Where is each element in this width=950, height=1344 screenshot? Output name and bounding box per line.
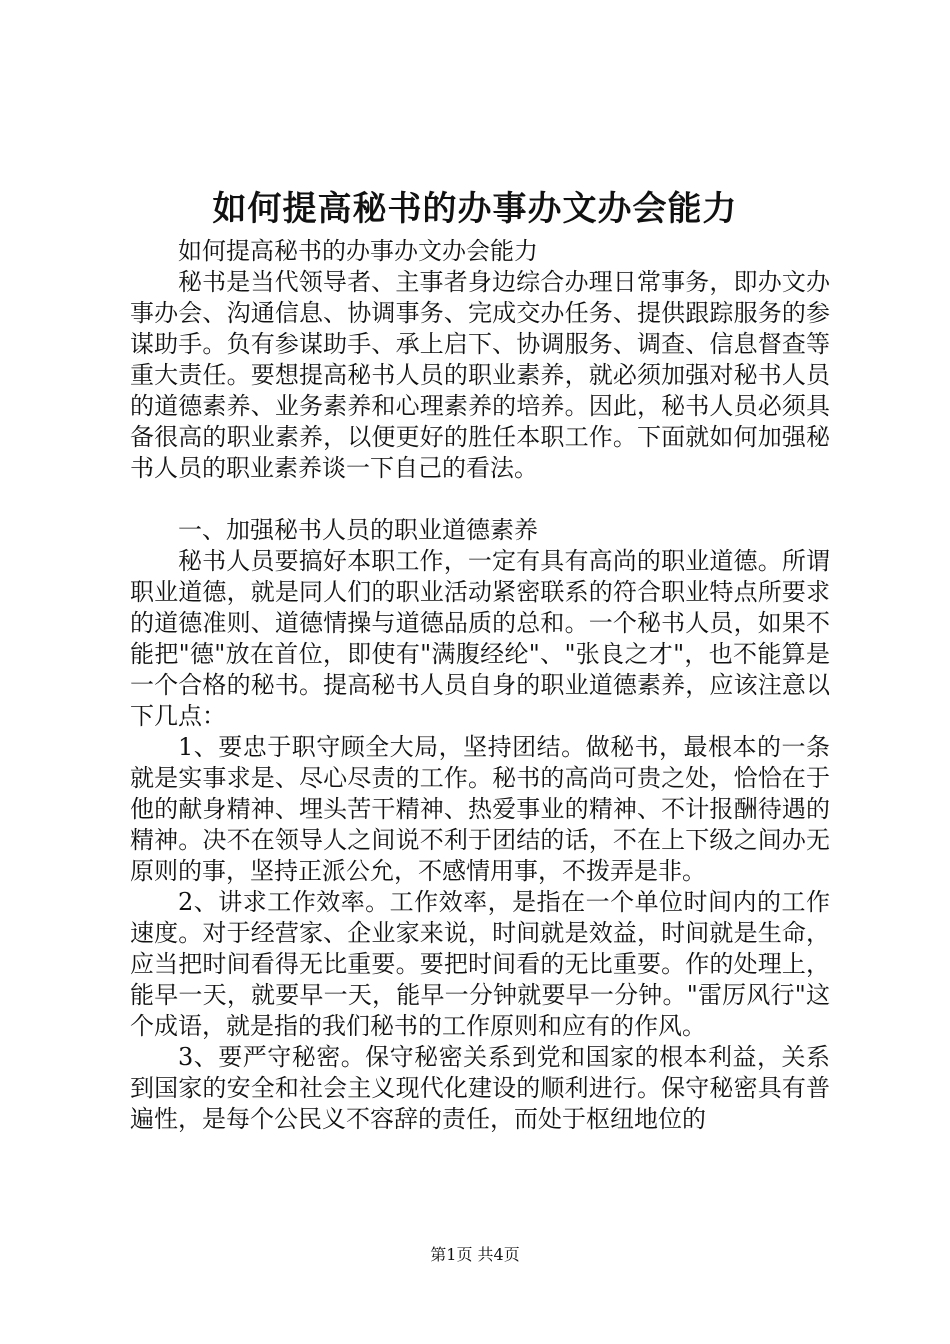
paragraph-point-1: 1、要忠于职守顾全大局，坚持团结。做秘书，最根本的一条就是实事求是、尽心尽责的工作。秘书的高尚可贵之处，恰恰在于他的献身精神、埋头苦干精神、热爱事业的精神、不计报酬待遇的精神。决不在领导人之间说不利于团结的话，不在上下级之间办无原则的事，坚持正派公允，不感情用事，不拨弄是非。 bbox=[130, 733, 830, 885]
page-number-footer: 第1页 共4页 bbox=[430, 1245, 520, 1264]
paragraph-subtitle: 如何提高秘书的办事办文办会能力 bbox=[178, 237, 538, 265]
document-body bbox=[130, 236, 830, 1135]
paragraph-point-2: 2、讲求工作效率。工作效率，是指在一个单位时间内的工作速度。对于经营家、企业家来说，时间就是效益，时间就是生命，应当把时间看得无比重要。要把时间看的无比重要。作的处理上，能早一天，就要早一天，能早一分钟就要早一分钟。"雷厉风行"这个成语，就是指的我们秘书的工作原则和应有的作风。 bbox=[130, 888, 830, 1040]
paragraph-ethics: 秘书人员要搞好本职工作，一定有具有高尚的职业道德。所谓职业道德，就是同人们的职业活动紧密联系的符合职业特点所要求的道德准则、道德情操与道德品质的总和。一个秘书人员，如果不能把"德"放在首位，即使有"满腹经纶"、"张良之才"，也不能算是一个合格的秘书。提高秘书人员自身的职业道德素养，应该注意以下几点： bbox=[130, 547, 830, 730]
section-heading-1: 一、加强秘书人员的职业道德素养 bbox=[178, 516, 538, 544]
document-title: 如何提高秘书的办事办文办会能力 bbox=[212, 189, 738, 229]
paragraph-intro: 秘书是当代领导者、主事者身边综合办理日常事务，即办文办事办会、沟通信息、协调事务、完成交办任务、提供跟踪服务的参谋助手。负有参谋助手、承上启下、协调服务、调查、信息督查等重大责任。要想提高秘书人员的职业素养，就必须加强对秘书人员的道德素养、业务素养和心理素养的培养。因此，秘书人员必须具备很高的职业素养，以便更好的胜任本职工作。下面就如何加强秘书人员的职业素养谈一下自己的看法。 bbox=[130, 268, 830, 482]
paragraph-point-3: 3、要严守秘密。保守秘密关系到党和国家的根本利益，关系到国家的安全和社会主义现代化建设的顺利进行。保守秘密具有普遍性，是每个公民义不容辞的责任，而处于枢纽地位的 bbox=[130, 1043, 830, 1133]
